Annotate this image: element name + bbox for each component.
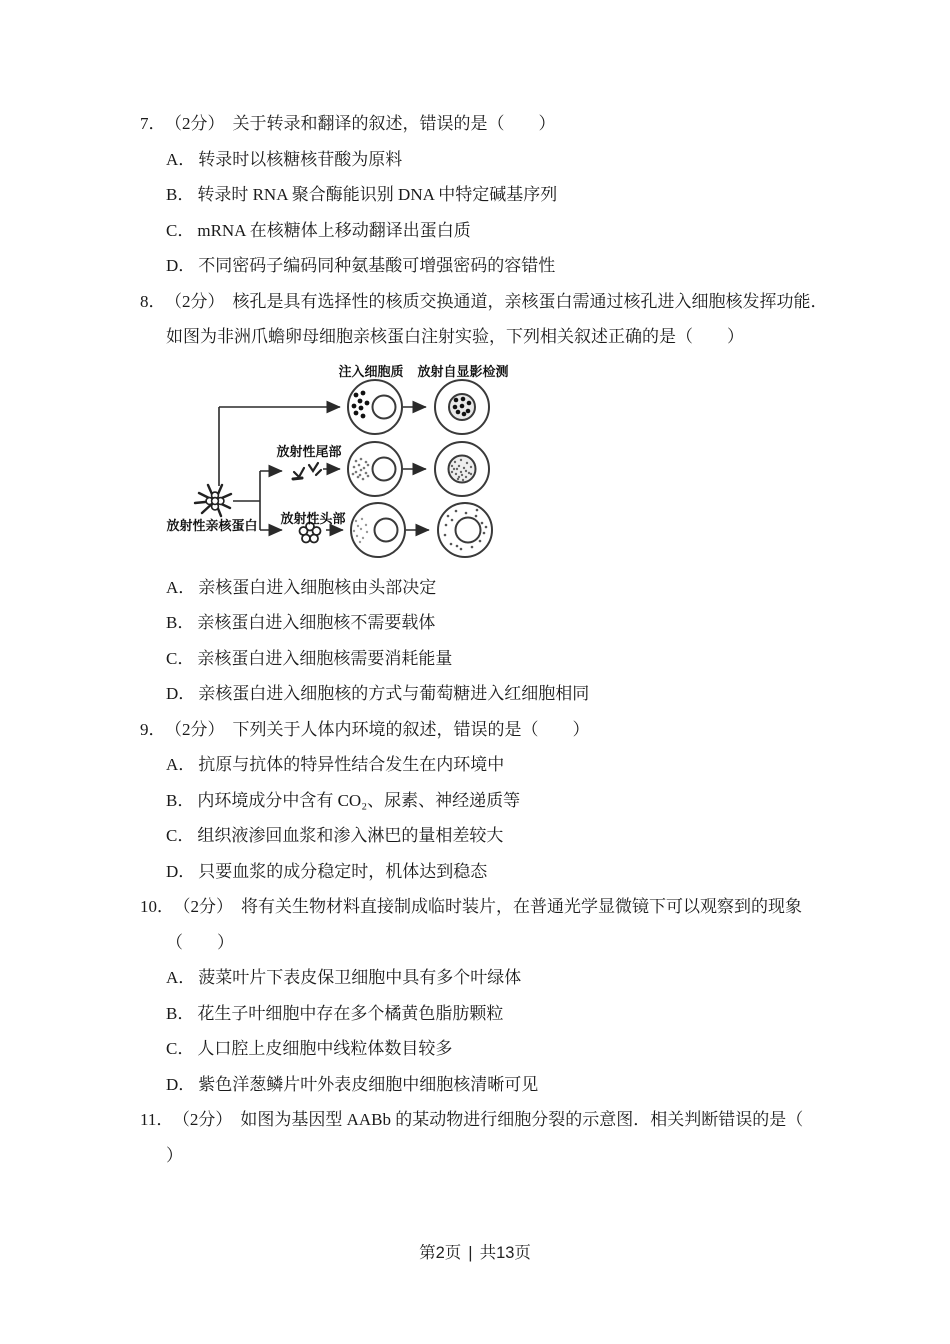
question-points: （2分） — [173, 114, 225, 133]
question-stem-line-2: （ ） — [166, 932, 234, 952]
footer — [0, 1240, 950, 1266]
option-label: C． — [166, 1039, 195, 1058]
option-C — [0, 641, 950, 677]
head-dots-injected — [353, 517, 368, 542]
option-D — [0, 854, 950, 890]
option-B — [0, 783, 950, 819]
question-10 — [0, 889, 950, 1102]
question-points: （2分） — [173, 291, 225, 311]
option-label: B． — [166, 1003, 195, 1023]
question-stem-text: 核孔是具有选择性的核质交换通道，亲核蛋白需通过核孔进入细胞核发挥功能． — [232, 291, 828, 311]
question-stem-text: 关于转录和翻译的叙述，错误的是（ ） — [232, 114, 556, 133]
option-A — [0, 960, 950, 996]
option-text: 花生子叶细胞中存在多个橘黄色脂肪颗粒 — [197, 1003, 504, 1023]
option-A — [0, 747, 950, 783]
question-9 — [0, 712, 950, 890]
option-text: 组织液渗回血浆和渗入淋巴的量相差较大 — [197, 826, 504, 845]
option-text: 转录时 RNA 聚合酶能识别 DNA 中特定碱基序列 — [197, 185, 558, 204]
option-text: 抗原与抗体的特异性结合发生在内环境中 — [198, 755, 505, 774]
option-label: A． — [166, 149, 196, 169]
question-points: （2分） — [182, 897, 233, 916]
footer-total-label: 共13页 — [479, 1244, 531, 1262]
option-B — [0, 177, 950, 213]
label-autoradiography: 放射自显影检测 — [417, 363, 509, 379]
option-text: 不同密码子编码同种氨基酸可增强密码的容错性 — [198, 256, 556, 275]
option-A — [0, 142, 950, 178]
option-D — [0, 676, 950, 712]
radioactive-tail-icon — [293, 463, 321, 479]
question-stem-text: 将有关生物材料直接制成临时装片，在普通光学显微镜下可以观察到的现象 — [241, 897, 802, 916]
option-label: B． — [166, 185, 195, 204]
option-label: A． — [166, 577, 196, 597]
option-D — [0, 248, 950, 284]
question-points: （2分） — [173, 719, 225, 739]
option-text: 只要血浆的成分稳定时，机体达到稳态 — [198, 861, 488, 881]
option-label: D． — [166, 861, 196, 881]
question-11 — [0, 1102, 950, 1173]
tail-speckles-injected — [352, 457, 370, 480]
question-stem-line — [0, 1102, 950, 1138]
option-C — [0, 1031, 950, 1067]
option-label: A． — [166, 755, 196, 774]
option-D — [0, 1067, 950, 1103]
label-inject-cytoplasm: 注入细胞质 — [338, 363, 404, 379]
label-radioactive-tail: 放射性尾部 — [276, 443, 342, 459]
question-stem-text: 下列关于人体内环境的叙述，错误的是（ ） — [232, 719, 590, 739]
question-points: （2分） — [181, 1110, 233, 1129]
footer-page-label: 第2页 — [419, 1244, 462, 1262]
question-stem-line — [0, 284, 950, 320]
option-text: 人口腔上皮细胞中线粒体数目较多 — [197, 1039, 453, 1058]
diagram-container — [150, 355, 950, 570]
option-label: C． — [166, 220, 195, 240]
question-number: 10． — [140, 897, 174, 916]
karyophilic-protein-experiment-diagram — [150, 357, 562, 565]
question-number: 11． — [140, 1110, 174, 1129]
question-stem-text: 如图为基因型 AABb 的某动物进行细胞分裂的示意图．相关判断错误的是（ — [240, 1110, 804, 1129]
option-A — [0, 570, 950, 606]
option-text: 亲核蛋白进入细胞核的方式与葡萄糖进入红细胞相同 — [198, 684, 590, 703]
question-stem-line-2: ） — [166, 1145, 183, 1165]
option-text: mRNA 在核糖体上移动翻译出蛋白质 — [197, 220, 471, 240]
option-text: 菠菜叶片下表皮保卫细胞中具有多个叶绿体 — [198, 968, 522, 987]
option-label: C． — [166, 648, 195, 668]
question-7 — [0, 106, 950, 284]
question-8 — [0, 284, 950, 712]
option-B — [0, 605, 950, 641]
option-label: D． — [166, 684, 196, 703]
option-C — [0, 818, 950, 854]
option-label: B． — [166, 790, 195, 810]
label-radioactive-protein: 放射性亲核蛋白 — [166, 517, 258, 533]
question-stem-line — [0, 712, 950, 748]
question-stem-line — [0, 889, 950, 925]
option-label: B． — [166, 613, 195, 632]
footer-separator: | — [468, 1244, 473, 1262]
question-stem-line — [0, 106, 950, 142]
option-C — [0, 213, 950, 249]
option-text: 内环境成分中含有 CO₂、尿素、神经递质等 — [197, 790, 521, 810]
option-label: D． — [166, 256, 196, 275]
cytoplasm-dots-top — [352, 390, 370, 418]
option-label: D． — [166, 1074, 196, 1094]
label-radioactive-head: 放射性头部 — [280, 510, 346, 526]
question-number: 9． — [140, 719, 166, 739]
option-text: 紫色洋葱鳞片叶外表皮细胞中细胞核清晰可见 — [198, 1074, 539, 1094]
question-number: 8． — [140, 291, 166, 311]
option-text: 亲核蛋白进入细胞核需要消耗能量 — [197, 648, 453, 668]
question-stem-line-2: 如图为非洲爪蟾卵母细胞亲核蛋白注射实验，下列相关叙述正确的是（ ） — [166, 327, 744, 346]
option-label: C． — [166, 826, 195, 845]
option-text: 亲核蛋白进入细胞核由头部决定 — [198, 577, 437, 597]
option-text: 亲核蛋白进入细胞核不需要载体 — [197, 613, 436, 632]
option-B — [0, 996, 950, 1032]
question-number: 7． — [140, 114, 166, 133]
option-label: A． — [166, 968, 196, 987]
radioactive-protein-icon — [195, 485, 231, 516]
option-text: 转录时以核糖核苷酸为原料 — [198, 149, 403, 169]
